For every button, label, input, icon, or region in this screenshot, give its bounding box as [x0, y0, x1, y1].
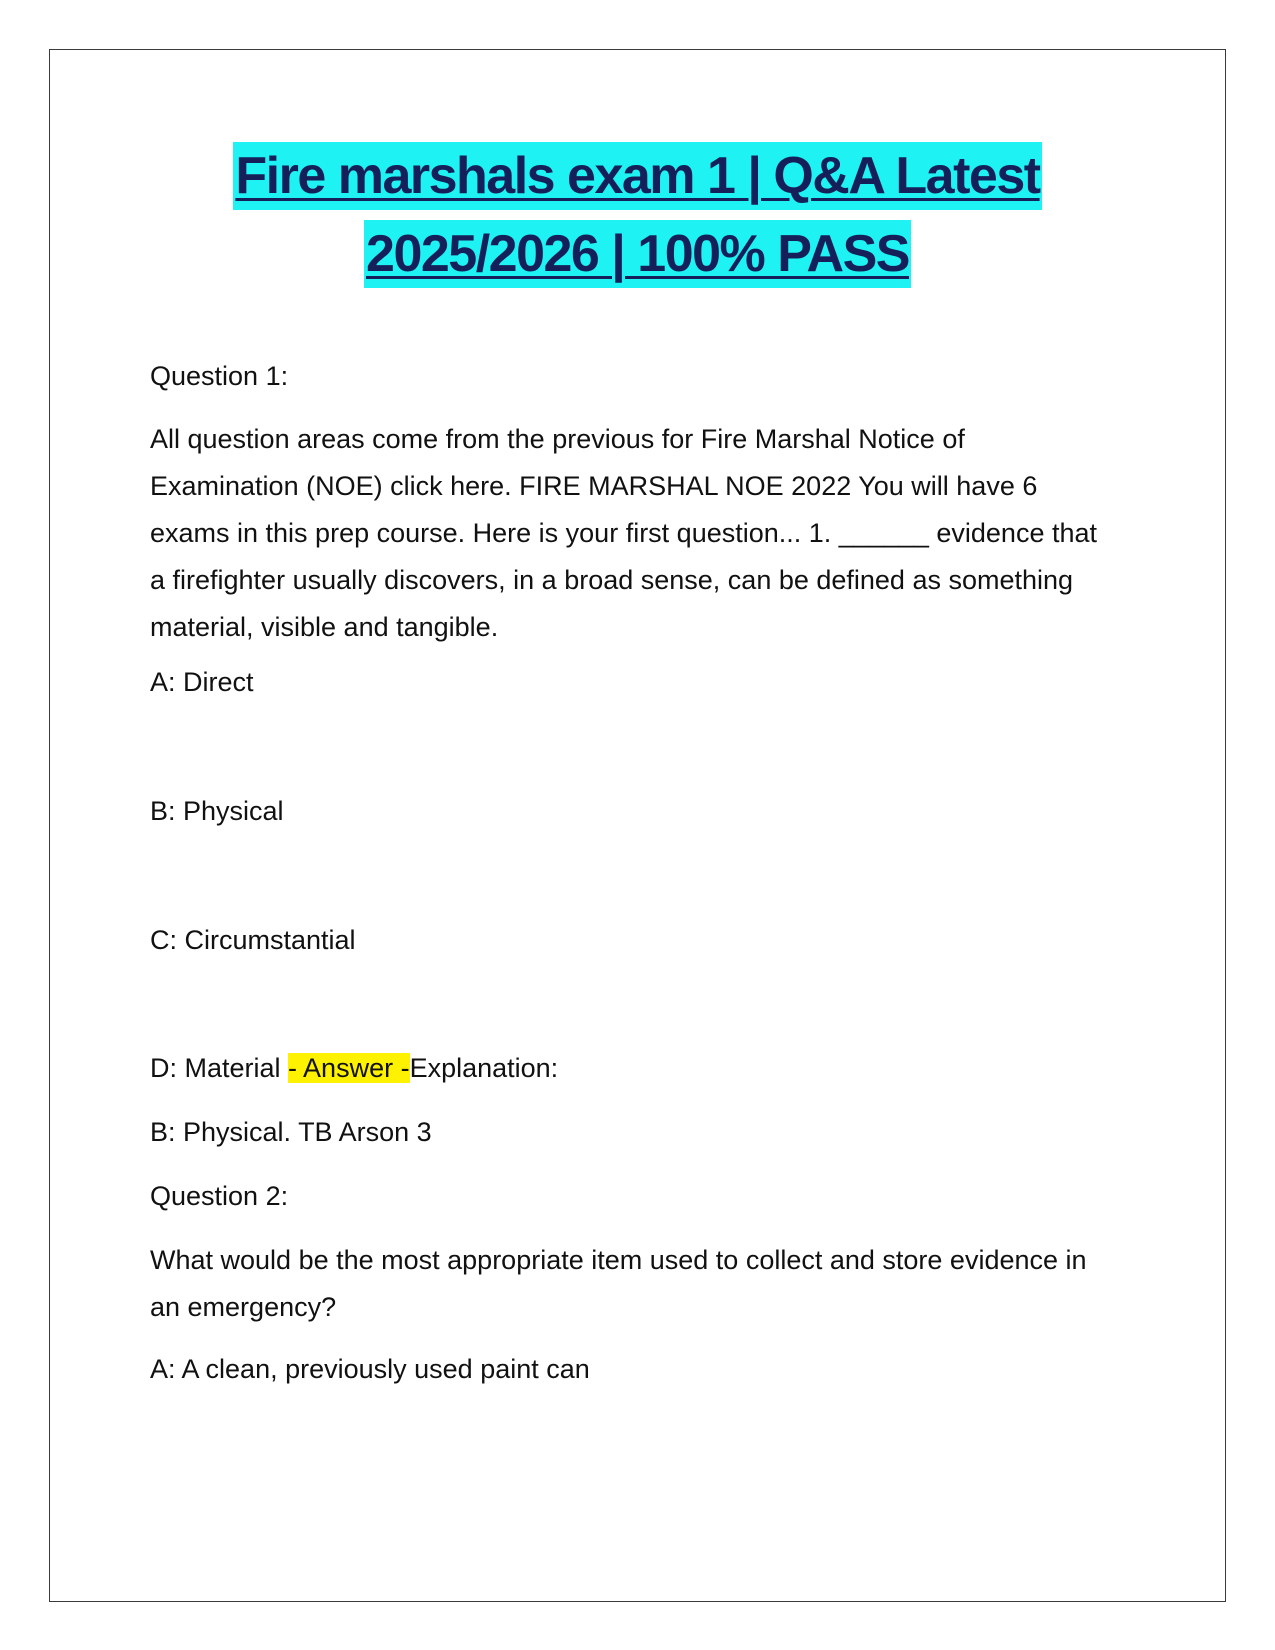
option-d-text: D: Material — [150, 1053, 289, 1083]
question-1-explanation: B: Physical. TB Arson 3 — [150, 1117, 432, 1147]
title-line-2: 2025/2026 | 100% PASS — [364, 220, 911, 288]
document-title — [60, 142, 1215, 298]
question-1-text: All question areas come from the previous for Fire Marshal Notice of Examination (NOE) click here. FIRE MARSHAL NOE 2022 You will have 6 exams in this prep course. Here is your first question... 1. ______ evidence that a firefighter usually discovers, in a broad sense, can be defined as something material, visible and tangible. — [150, 424, 1098, 642]
question-1-label: Question 1: — [150, 361, 289, 391]
question-2-option-a: A: A clean, previously used paint can — [150, 1354, 590, 1384]
question-1-option-c: C: Circumstantial — [150, 925, 356, 955]
title-line-1: Fire marshals exam 1 | Q&A Latest — [233, 142, 1041, 210]
question-1-option-a: A: Direct — [150, 667, 254, 697]
answer-marker: - Answer - — [288, 1053, 410, 1083]
explanation-label: Explanation: — [409, 1053, 559, 1083]
question-1-option-b: B: Physical — [150, 796, 284, 826]
question-1-option-d — [150, 1045, 1110, 1092]
question-2-label: Question 2: — [150, 1181, 289, 1211]
question-2-text: What would be the most appropriate item used to collect and store evidence in an emergency? — [150, 1245, 1087, 1322]
